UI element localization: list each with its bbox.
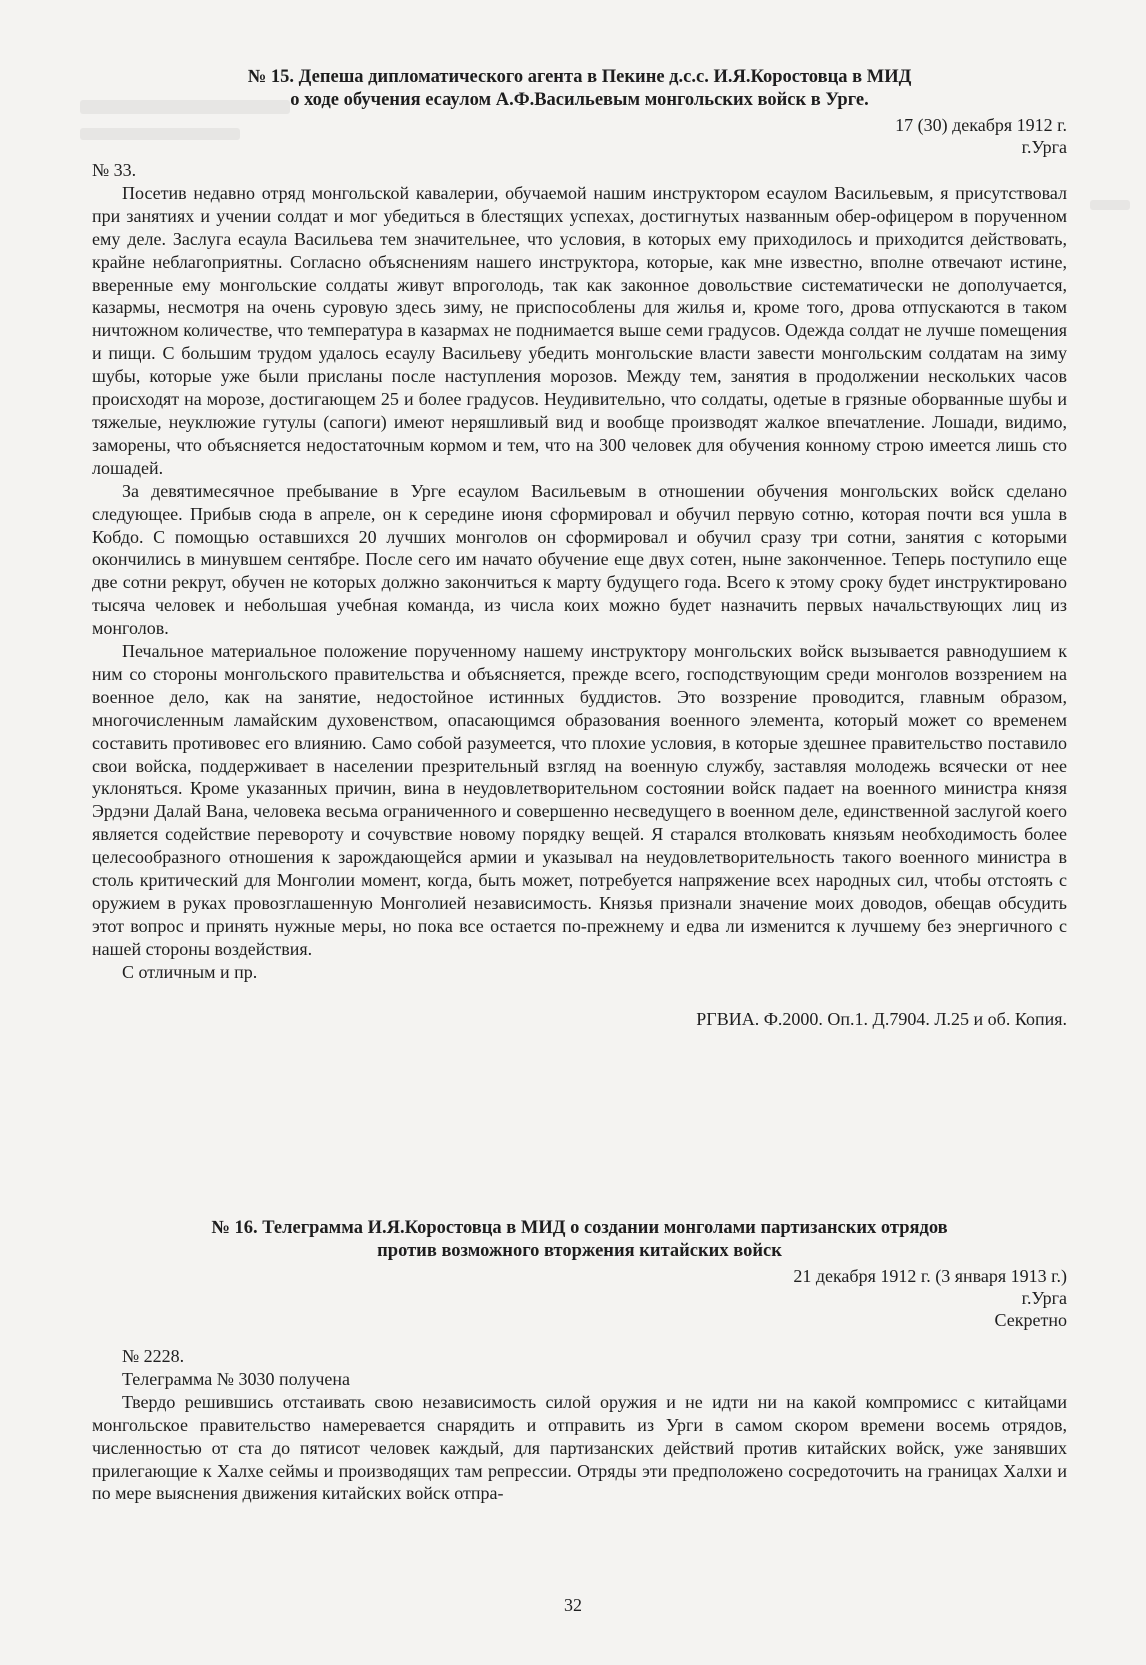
doc15-title-line2: о ходе обучения есаулом А.Ф.Васильевым монгольских войск в Урге. [290, 90, 869, 110]
doc15-place: г.Урга [1021, 137, 1067, 157]
doc16-title-line2: против возможного вторжения китайских войск [377, 1241, 782, 1261]
doc16-date: 21 декабря 1912 г. (3 января 1913 г.) [793, 1266, 1067, 1286]
doc16-paragraph: Твердо решившись отстаивать свою независимость силой оружия и не идти ни на какой компромисс с китайцами монгольское правительство намеревается снарядить и отправить из Урги в самом скором времени восемь отрядов, численностью от ста до пятисот человек каждый, для партизанских действий против китайских войск, уже занявших прилегающие к Халхе сеймы и производящих там репрессии. Отряды эти предположено сосредоточить на границах Халхи и по мере выяснения движения китайских войск отпра- [92, 1391, 1067, 1504]
doc15-date: 17 (30) декабря 1912 г. [895, 115, 1067, 135]
doc15-paragraph-1: Посетив недавно отряд монгольской кавалерии, обучаемой нашим инструктором есаулом Васильевым, я присутствовал при занятиях и учении солдат и мог убедиться в блестящих успехах, достигнутых названным обер-офицером в порученном ему деле. Заслуга есаула Васильева тем значительнее, что условия, в которых ему приходилось и приходится действовать, крайне неблагоприятны. Согласно объяснениям нашего инструктора, которые, как мне известно, вполне отвечают истине, вверенные ему монгольские солдаты живут впроголодь, так как законное довольствие систематически не дополучается, казармы, несмотря на очень суровую здесь зиму, не приспособлены для жилья и, кроме того, дрова отпускаются в таком ничтожном количестве, что температура в казармах не поднимается выше семи градусов. Одежда солдат не лучше помещения и пищи. С большим трудом удалось есаулу Васильеву убедить монгольские власти завести монгольским солдатам на зиму шубы, которые уже были присланы после наступления морозов. Между тем, занятия в продолжении нескольких часов происходят на морозе, достигающем 25 и более градусов. Неудивительно, что солдаты, одетые в грязные оборванные шубы и тяжелые, неуклюжие гутулы (сапоги) имеют неряшливый вид и вообще производят жалкое впечатление. Лошади, видимо, заморены, что объясняется недостаточным кормом и тем, что на 300 человек для обучения конному строю имеется лишь сто лошадей. [92, 182, 1067, 478]
doc15-title-line1: № 15. Депеша дипломатического агента в Пекине д.с.с. И.Я.Коростовца в МИД [247, 67, 912, 87]
doc15-paragraph-2: За девятимесячное пребывание в Урге есаулом Васильевым в отношении обучения монгольских войск сделано следующее. Прибыв сюда в апреле, он к середине июня сформировал и обучил первую сотню, которая почти вся ушла в Кобдо. С помощью оставшихся 20 лучших монголов он сформировал и обучил сразу три сотни, занятия с которыми окончились в минувшем сентябре. После сего им начато обучение еще двух сотен, ныне законченное. Теперь поступило еще две сотни рекрут, обучен не которых должно закончиться к марту будущего года. Всего к этому сроку будет инструктировано тысяча человек и небольшая учебная команда, из числа коих можно будет назначить первых начальствующих лиц из монголов. [92, 480, 1067, 639]
doc16-number: № 2228. [122, 1346, 185, 1366]
document-16 [92, 1217, 1067, 1505]
scan-artifact [1090, 200, 1130, 210]
doc16-title-line1: № 16. Телеграмма И.Я.Коростовца в МИД о создании монголами партизанских отрядов [211, 1218, 948, 1238]
doc16-telegram-line: Телеграмма № 3030 получена [122, 1368, 351, 1389]
doc16-place: г.Урга [1021, 1288, 1067, 1308]
doc15-number: № 33. [92, 160, 137, 180]
doc16-classification: Секретно [994, 1310, 1067, 1330]
doc15-closing: С отличным и пр. [122, 961, 258, 982]
doc15-archive-source: РГВИА. Ф.2000. Оп.1. Д.7904. Л.25 и об. Копия. [696, 1008, 1067, 1029]
doc15-paragraph-3: Печальное материальное положение порученному нашему инструктору монгольских войск вызывается равнодушием к ним со стороны монгольского правительства и объясняется, прежде всего, господствующим среди монголов воззрением на военное дело, как на занятие, недостойное истинных буддистов. Это воззрение проводится, главным образом, многочисленным ламайским духовенством, опасающимся образования военного элемента, который может со временем составить противовес его влиянию. Само собой разумеется, что плохие условия, в которые здешнее правительство поставило свои войска, поддерживает в населении презрительный взгляд на военную службу, заставляя молодежь всячески от нее уклоняться. Кроме указанных причин, вина в неудовлетворительном состоянии войск падает на военного министра князя Эрдэни Далай Вана, человека весьма ограниченного и совершенно несведущего в военном деле, единственной заслугой коего является содействие перевороту и сочувствие новому порядку вещей. Я старался втолковать князьям необходимость более целесообразного отношения к зарождающейся армии и указывал на неудовлетворительность такого военного министра в столь критический для Монголии момент, когда, быть может, потребуется напряжение всех народных сил, чтобы отстоять с оружием в руках провозглашенную Монголией независимость. Князья признали значение моих доводов, обещав обсудить этот вопрос и принять нужные меры, но пока все остается по-прежнему и едва ли изменится к лучшему без энергичного с нашей стороны воздействия. [92, 641, 1067, 959]
page-number: 32 [564, 1595, 582, 1615]
document-15 [92, 66, 1067, 1030]
